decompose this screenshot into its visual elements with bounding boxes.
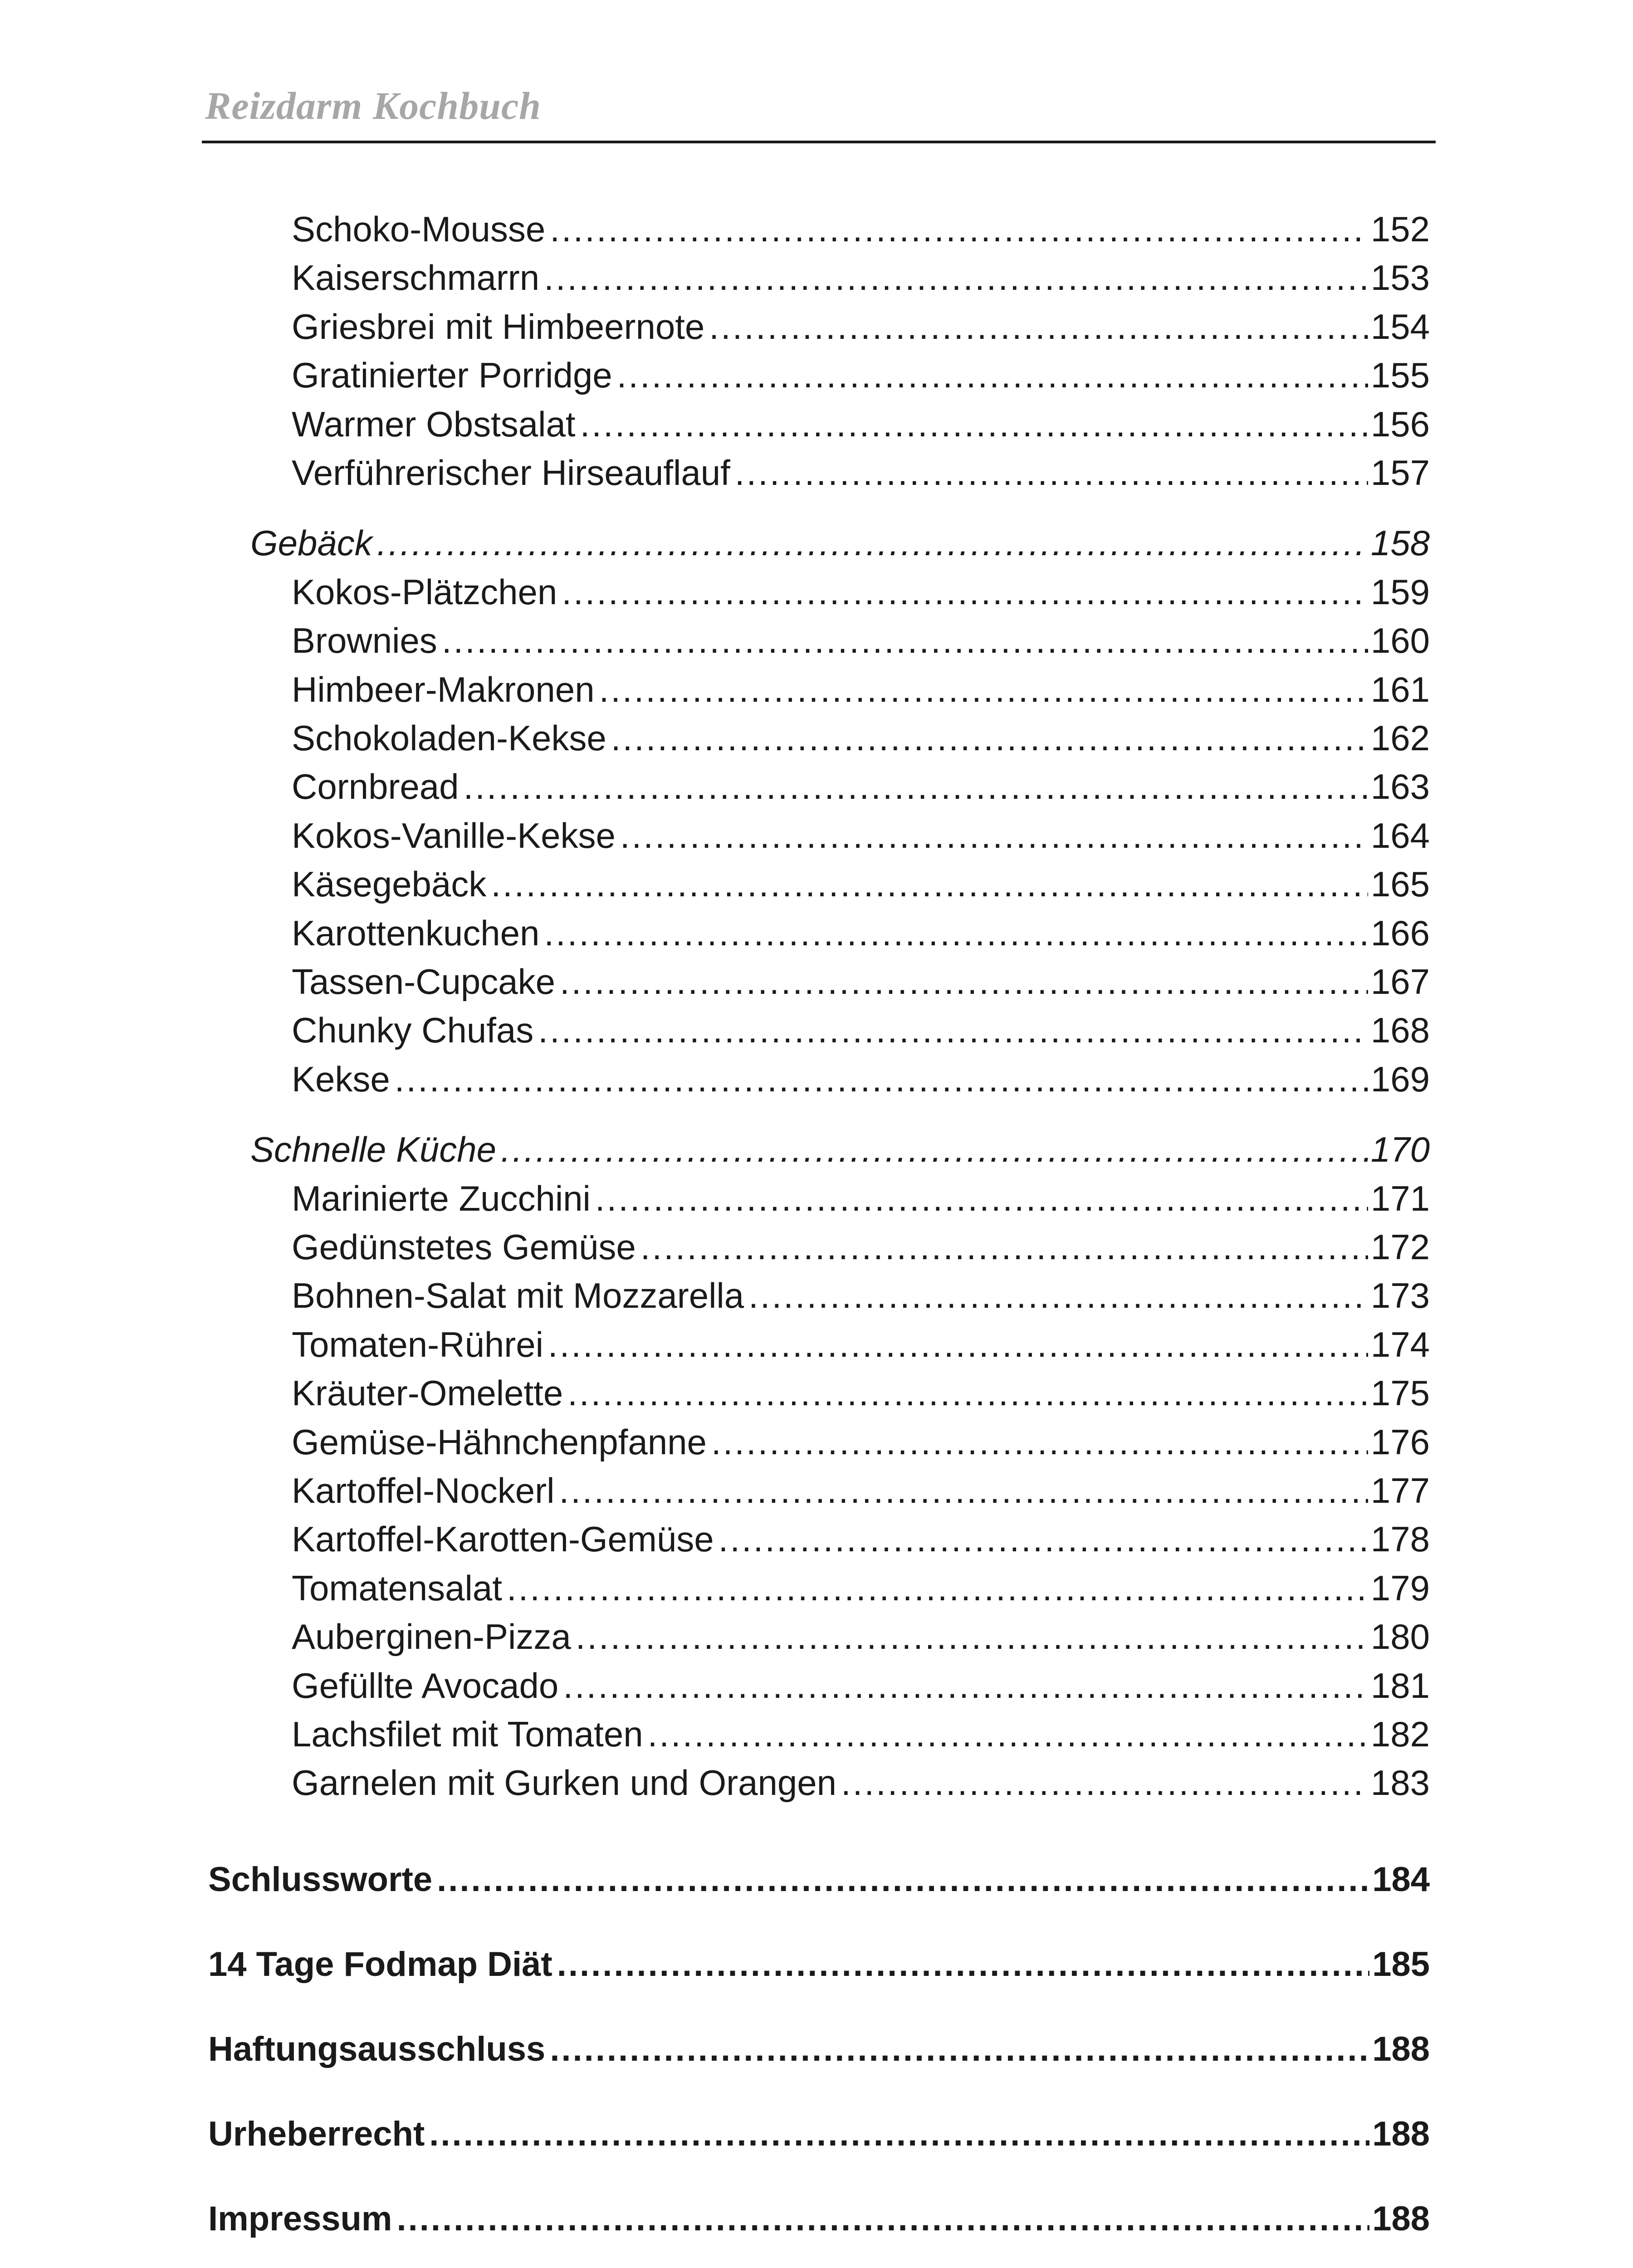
toc-entry-title: Kräuter-Omelette bbox=[292, 1373, 563, 1413]
toc-entry-page-number: 175 bbox=[1370, 1373, 1430, 1413]
toc-entry-page-number: 188 bbox=[1372, 2200, 1430, 2238]
toc-dot-leader bbox=[563, 1665, 1368, 1706]
toc-entry-page-number: 167 bbox=[1370, 962, 1430, 1002]
toc-entry-title: Tomaten-Rührei bbox=[292, 1324, 543, 1364]
toc-entry[interactable] bbox=[292, 452, 1430, 498]
toc-entry-title: Lachsfilet mit Tomaten bbox=[292, 1714, 643, 1754]
toc-entry[interactable] bbox=[208, 1945, 1430, 1990]
toc-dot-leader bbox=[599, 669, 1368, 710]
toc-dot-leader bbox=[620, 815, 1368, 856]
toc-dot-leader bbox=[429, 2114, 1369, 2154]
toc-dot-leader bbox=[640, 1227, 1368, 1268]
toc-entry-title: Gratinierter Porridge bbox=[292, 355, 612, 396]
toc-entry-title: Haftungsausschluss bbox=[208, 2030, 546, 2068]
toc-entry-title: Kaiserschmarrn bbox=[292, 258, 540, 298]
toc-entry-title: Warmer Obstsalat bbox=[292, 404, 576, 444]
toc-entry-title: Tassen-Cupcake bbox=[292, 962, 555, 1002]
toc-entry[interactable] bbox=[292, 1665, 1430, 1711]
toc-entry-title: Kokos-Plätzchen bbox=[292, 572, 557, 612]
toc-entry-page-number: 163 bbox=[1370, 767, 1430, 807]
toc-dot-leader bbox=[464, 766, 1368, 807]
toc-dot-leader bbox=[437, 1860, 1369, 1899]
toc-entry[interactable] bbox=[292, 355, 1430, 400]
toc-entry-title: Garnelen mit Gurken und Orangen bbox=[292, 1763, 837, 1803]
toc-entry-title: Kekse bbox=[292, 1059, 390, 1099]
toc-entry-title: Käsegebäck bbox=[292, 864, 487, 904]
toc-entry[interactable] bbox=[292, 864, 1430, 909]
toc-entry[interactable] bbox=[292, 404, 1430, 449]
toc-entry-page-number: 159 bbox=[1370, 572, 1430, 612]
toc-entry[interactable] bbox=[292, 209, 1430, 254]
toc-entry-title: Himbeer-Makronen bbox=[292, 669, 595, 709]
toc-entry[interactable] bbox=[208, 2199, 1430, 2244]
toc-dot-leader bbox=[550, 2029, 1369, 2069]
toc-entry-title: Bohnen-Salat mit Mozzarella bbox=[292, 1276, 744, 1316]
toc-entry-title: Schlussworte bbox=[208, 1860, 433, 1899]
toc-dot-leader bbox=[611, 718, 1368, 759]
toc-dot-leader bbox=[567, 1373, 1368, 1414]
toc-dot-leader bbox=[377, 523, 1368, 564]
toc-dot-leader bbox=[550, 209, 1368, 250]
toc-dot-leader bbox=[507, 1568, 1368, 1609]
toc-entry[interactable] bbox=[292, 1324, 1430, 1369]
toc-entry[interactable] bbox=[292, 961, 1430, 1007]
toc-entry[interactable] bbox=[292, 1568, 1430, 1613]
toc-entry-page-number: 154 bbox=[1370, 306, 1430, 347]
toc-entry-title: Urheberrecht bbox=[208, 2115, 425, 2153]
toc-dot-leader bbox=[548, 1324, 1368, 1365]
toc-entry[interactable] bbox=[292, 572, 1430, 617]
toc-entry-title: Brownies bbox=[292, 621, 437, 661]
toc-dot-leader bbox=[557, 1945, 1369, 1984]
toc-entry-title: Karottenkuchen bbox=[292, 913, 540, 953]
toc-entry-page-number: 170 bbox=[1370, 1129, 1430, 1170]
toc-dot-leader bbox=[709, 306, 1368, 347]
toc-dot-leader bbox=[617, 355, 1368, 396]
toc-dot-leader bbox=[560, 961, 1368, 1002]
toc-entry-title: Kartoffel-Nockerl bbox=[292, 1471, 555, 1510]
toc-entry-page-number: 155 bbox=[1370, 355, 1430, 396]
toc-dot-leader bbox=[841, 1762, 1368, 1804]
toc-entry-page-number: 153 bbox=[1370, 258, 1430, 298]
toc-entry[interactable] bbox=[292, 1422, 1430, 1467]
toc-entry[interactable] bbox=[292, 766, 1430, 811]
toc-dot-leader bbox=[735, 452, 1368, 494]
toc-dot-leader bbox=[576, 1616, 1368, 1657]
toc-entry-page-number: 162 bbox=[1370, 718, 1430, 758]
toc-entry-page-number: 165 bbox=[1370, 864, 1430, 904]
toc-entry[interactable] bbox=[292, 1010, 1430, 1055]
toc-entry-title: Kartoffel-Karotten-Gemüse bbox=[292, 1519, 714, 1559]
toc-entry[interactable] bbox=[292, 1519, 1430, 1564]
toc-entry[interactable] bbox=[292, 1227, 1430, 1272]
toc-entry-page-number: 166 bbox=[1370, 913, 1430, 953]
toc-entry[interactable] bbox=[292, 1275, 1430, 1320]
toc-entry-page-number: 161 bbox=[1370, 669, 1430, 709]
toc-entry[interactable] bbox=[250, 523, 1430, 568]
toc-dot-leader bbox=[501, 1129, 1368, 1170]
toc-entry-title: Schoko-Mousse bbox=[292, 209, 546, 249]
toc-entry-page-number: 164 bbox=[1370, 815, 1430, 855]
toc-dot-leader bbox=[595, 1178, 1368, 1219]
toc-entry-page-number: 176 bbox=[1370, 1422, 1430, 1462]
toc-entry[interactable] bbox=[292, 306, 1430, 352]
toc-dot-leader bbox=[491, 864, 1368, 905]
toc-entry[interactable] bbox=[292, 1373, 1430, 1418]
toc-entry[interactable] bbox=[292, 1762, 1430, 1808]
toc-entry-page-number: 169 bbox=[1370, 1059, 1430, 1099]
toc-entry[interactable] bbox=[292, 1470, 1430, 1515]
toc-entry-title: Marinierte Zucchini bbox=[292, 1178, 591, 1218]
toc-entry[interactable] bbox=[292, 1059, 1430, 1104]
toc-dot-leader bbox=[442, 620, 1368, 661]
toc-entry[interactable] bbox=[292, 913, 1430, 958]
toc-entry-page-number: 180 bbox=[1370, 1617, 1430, 1657]
toc-entry[interactable] bbox=[208, 1860, 1430, 1905]
toc-entry-title: Gedünstetes Gemüse bbox=[292, 1227, 636, 1267]
toc-entry-page-number: 160 bbox=[1370, 621, 1430, 661]
toc-entry[interactable] bbox=[292, 257, 1430, 303]
toc-entry[interactable] bbox=[292, 1714, 1430, 1759]
toc-dot-leader bbox=[559, 1470, 1368, 1511]
toc-entry-title: Griesbrei mit Himbeernote bbox=[292, 306, 705, 347]
toc-entry-title: Gefüllte Avocado bbox=[292, 1665, 559, 1706]
toc-dot-leader bbox=[711, 1422, 1368, 1463]
toc-entry[interactable] bbox=[292, 1616, 1430, 1662]
toc-entry-title: Tomatensalat bbox=[292, 1568, 502, 1608]
header-divider bbox=[202, 141, 1436, 143]
toc-dot-leader bbox=[544, 913, 1368, 954]
toc-entry-title: Auberginen-Pizza bbox=[292, 1617, 571, 1657]
toc-entry[interactable] bbox=[250, 1129, 1430, 1174]
toc-dot-leader bbox=[648, 1714, 1368, 1755]
toc-entry[interactable] bbox=[292, 1178, 1430, 1223]
toc-dot-leader bbox=[538, 1010, 1368, 1051]
toc-entry-page-number: 179 bbox=[1370, 1568, 1430, 1608]
toc-entry[interactable] bbox=[208, 2029, 1430, 2075]
toc-entry-title: Verführerischer Hirseauflauf bbox=[292, 453, 730, 493]
toc-dot-leader bbox=[395, 1059, 1368, 1100]
toc-entry-page-number: 178 bbox=[1370, 1519, 1430, 1559]
toc-entry[interactable] bbox=[292, 620, 1430, 665]
toc-entry-title: Schokoladen-Kekse bbox=[292, 718, 606, 758]
toc-entry-title: 14 Tage Fodmap Diät bbox=[208, 1945, 552, 1984]
toc-entry-page-number: 181 bbox=[1370, 1665, 1430, 1706]
toc-entry-page-number: 174 bbox=[1370, 1324, 1430, 1364]
toc-entry-title: Impressum bbox=[208, 2200, 392, 2238]
toc-dot-leader bbox=[544, 257, 1368, 298]
toc-entry[interactable] bbox=[292, 718, 1430, 763]
toc-dot-leader bbox=[580, 404, 1368, 445]
toc-entry-page-number: 183 bbox=[1370, 1763, 1430, 1803]
running-header-title: Reizdarm Kochbuch bbox=[205, 84, 541, 127]
toc-dot-leader bbox=[748, 1275, 1368, 1316]
toc-dot-leader bbox=[562, 572, 1368, 613]
toc-entry-page-number: 184 bbox=[1372, 1860, 1430, 1899]
toc-entry-title: Schnelle Küche bbox=[250, 1129, 497, 1170]
toc-entry-title: Chunky Chufas bbox=[292, 1010, 534, 1051]
toc-entry-page-number: 172 bbox=[1370, 1227, 1430, 1267]
toc-entry-page-number: 188 bbox=[1372, 2030, 1430, 2068]
toc-entry-page-number: 158 bbox=[1370, 523, 1430, 563]
toc-entry[interactable] bbox=[292, 669, 1430, 714]
toc-entry-title: Kokos-Vanille-Kekse bbox=[292, 815, 616, 855]
toc-entry-page-number: 177 bbox=[1370, 1471, 1430, 1510]
toc-entry-page-number: 152 bbox=[1370, 209, 1430, 249]
toc-entry-title: Gemüse-Hähnchenpfanne bbox=[292, 1422, 707, 1462]
toc-entry-page-number: 171 bbox=[1370, 1178, 1430, 1218]
toc-entry-page-number: 182 bbox=[1370, 1714, 1430, 1754]
toc-entry-page-number: 157 bbox=[1370, 453, 1430, 493]
toc-entry-page-number: 188 bbox=[1372, 2115, 1430, 2153]
toc-entry-title: Cornbread bbox=[292, 767, 459, 807]
toc-entry-page-number: 156 bbox=[1370, 404, 1430, 444]
toc-entry[interactable] bbox=[292, 815, 1430, 860]
toc-entry-title: Gebäck bbox=[250, 523, 372, 563]
toc-entry[interactable] bbox=[208, 2114, 1430, 2160]
toc-entry-page-number: 185 bbox=[1372, 1945, 1430, 1984]
toc-entry-page-number: 168 bbox=[1370, 1010, 1430, 1051]
toc-dot-leader bbox=[719, 1519, 1368, 1560]
toc-entry-page-number: 173 bbox=[1370, 1276, 1430, 1316]
toc-dot-leader bbox=[397, 2199, 1370, 2239]
